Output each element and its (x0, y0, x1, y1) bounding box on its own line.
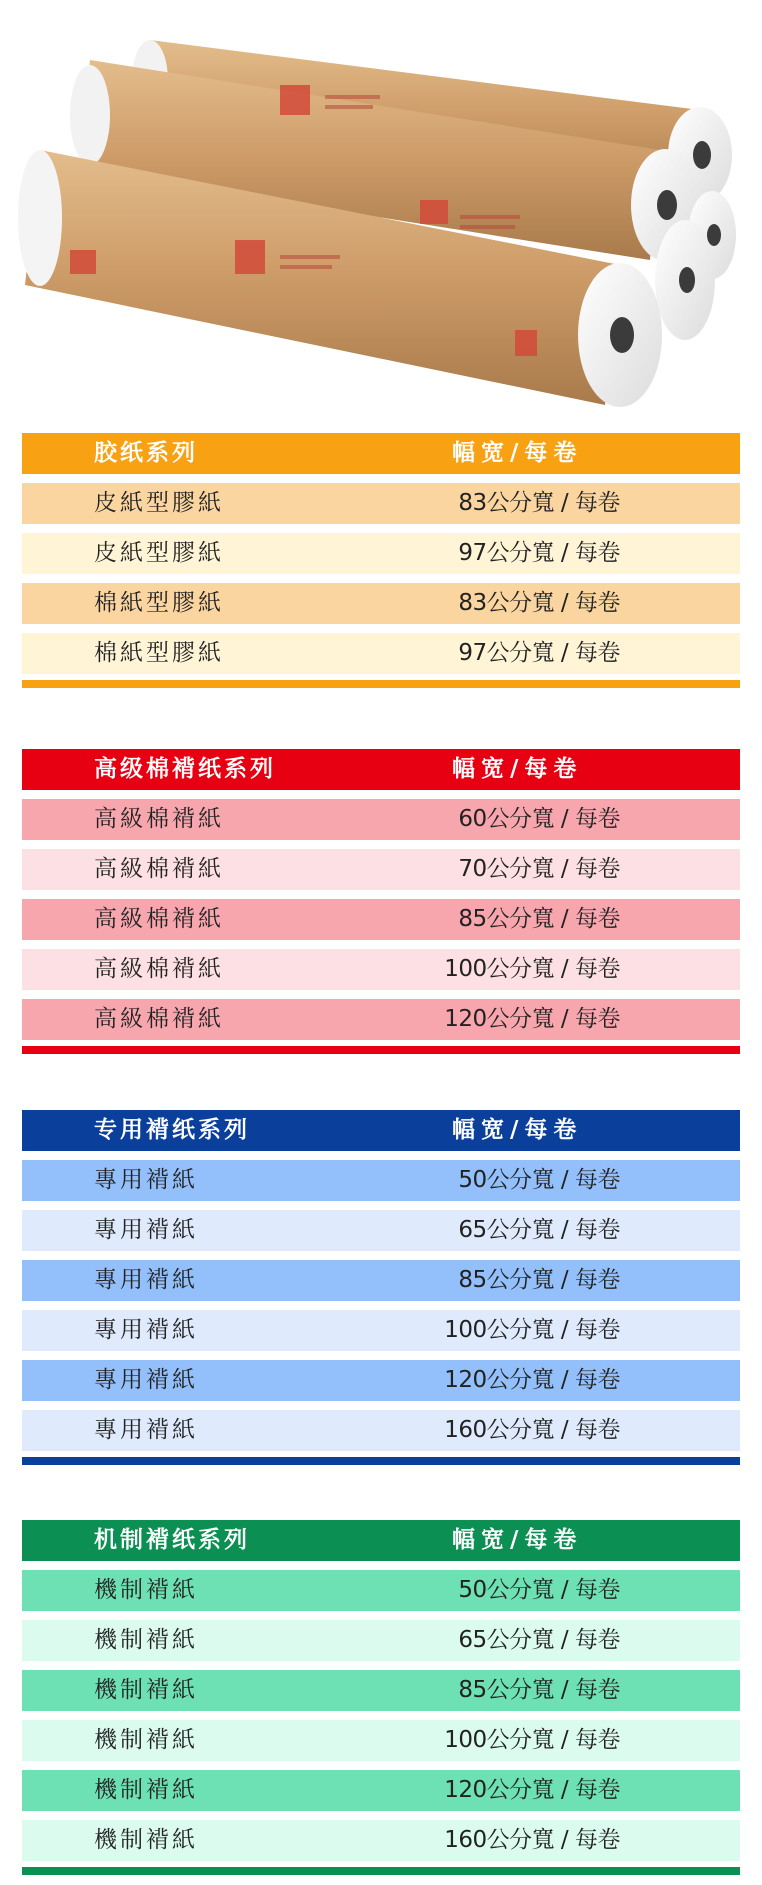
product-name: 機制褙紙 (94, 1577, 198, 1603)
product-size: 65公分寬 / 每卷 (458, 1627, 620, 1653)
product-name: 機制褙紙 (94, 1827, 198, 1853)
table-row (22, 1670, 740, 1711)
product-size: 83公分寬 / 每卷 (458, 590, 620, 616)
product-size: 120公分寬 / 每卷 (444, 1367, 620, 1393)
section-title: 专用褙纸系列 (94, 1117, 250, 1143)
product-name: 專用褙紙 (94, 1417, 198, 1443)
product-size: 160公分寬 / 每卷 (444, 1827, 620, 1853)
product-name: 機制褙紙 (94, 1777, 198, 1803)
section-divider (22, 1867, 740, 1875)
table-row (22, 999, 740, 1040)
product-name: 專用褙紙 (94, 1367, 198, 1393)
product-size: 120公分寬 / 每卷 (444, 1777, 620, 1803)
table-row (22, 899, 740, 940)
table-row (22, 1570, 740, 1611)
table-row (22, 1210, 740, 1251)
table-row (22, 483, 740, 524)
product-size: 85公分寬 / 每卷 (458, 1267, 620, 1293)
size-column-header: 幅宽/每卷 (452, 1527, 583, 1553)
product-name: 高級棉褙紙 (94, 1006, 224, 1032)
product-name: 專用褙紙 (94, 1317, 198, 1343)
product-name: 皮紙型膠紙 (94, 540, 224, 566)
size-column-header: 幅宽/每卷 (452, 440, 583, 466)
table-row (22, 1820, 740, 1861)
section-title: 高级棉褙纸系列 (94, 756, 276, 782)
size-column-header: 幅宽/每卷 (452, 756, 583, 782)
product-name: 高級棉褙紙 (94, 856, 224, 882)
table-row (22, 1720, 740, 1761)
product-name: 專用褙紙 (94, 1167, 198, 1193)
section-special-backing-paper (22, 1110, 740, 1465)
product-size: 50公分寬 / 每卷 (458, 1577, 620, 1603)
product-name: 皮紙型膠紙 (94, 490, 224, 516)
product-name: 高級棉褙紙 (94, 956, 224, 982)
product-size: 97公分寬 / 每卷 (458, 540, 620, 566)
product-name: 棉紙型膠紙 (94, 590, 224, 616)
product-size: 65公分寬 / 每卷 (458, 1217, 620, 1243)
table-row (22, 1310, 740, 1351)
product-size: 85公分寬 / 每卷 (458, 1677, 620, 1703)
table-row (22, 1360, 740, 1401)
product-size: 70公分寬 / 每卷 (458, 856, 620, 882)
section-divider (22, 680, 740, 688)
product-size: 50公分寬 / 每卷 (458, 1167, 620, 1193)
product-name: 高級棉褙紙 (94, 806, 224, 832)
table-row (22, 849, 740, 890)
product-size: 100公分寬 / 每卷 (444, 1317, 620, 1343)
product-name: 機制褙紙 (94, 1677, 198, 1703)
paper-rolls-image (0, 0, 762, 420)
section-adhesive-paper (22, 433, 740, 688)
section-header (22, 749, 740, 790)
section-header (22, 1110, 740, 1151)
product-size: 97公分寬 / 每卷 (458, 640, 620, 666)
product-name: 機制褙紙 (94, 1627, 198, 1653)
product-name: 專用褙紙 (94, 1267, 198, 1293)
section-divider (22, 1046, 740, 1054)
product-name: 高級棉褙紙 (94, 906, 224, 932)
product-size: 160公分寬 / 每卷 (444, 1417, 620, 1443)
section-title: 机制褙纸系列 (94, 1527, 250, 1553)
section-divider (22, 1457, 740, 1465)
table-row (22, 583, 740, 624)
section-header (22, 433, 740, 474)
table-row (22, 533, 740, 574)
section-machine-backing-paper (22, 1520, 740, 1875)
size-column-header: 幅宽/每卷 (452, 1117, 583, 1143)
table-row (22, 1260, 740, 1301)
table-row (22, 1160, 740, 1201)
product-name: 棉紙型膠紙 (94, 640, 224, 666)
product-size: 100公分寬 / 每卷 (444, 1727, 620, 1753)
table-row (22, 1770, 740, 1811)
product-size: 100公分寬 / 每卷 (444, 956, 620, 982)
product-size: 83公分寬 / 每卷 (458, 490, 620, 516)
product-name: 機制褙紙 (94, 1727, 198, 1753)
product-name: 專用褙紙 (94, 1217, 198, 1243)
product-size: 85公分寬 / 每卷 (458, 906, 620, 932)
table-row (22, 1620, 740, 1661)
product-size: 60公分寬 / 每卷 (458, 806, 620, 832)
table-row (22, 1410, 740, 1451)
section-cotton-backing-paper (22, 749, 740, 1054)
table-row (22, 633, 740, 674)
product-size: 120公分寬 / 每卷 (444, 1006, 620, 1032)
table-row (22, 799, 740, 840)
section-title: 胶纸系列 (94, 440, 198, 466)
section-header (22, 1520, 740, 1561)
table-row (22, 949, 740, 990)
